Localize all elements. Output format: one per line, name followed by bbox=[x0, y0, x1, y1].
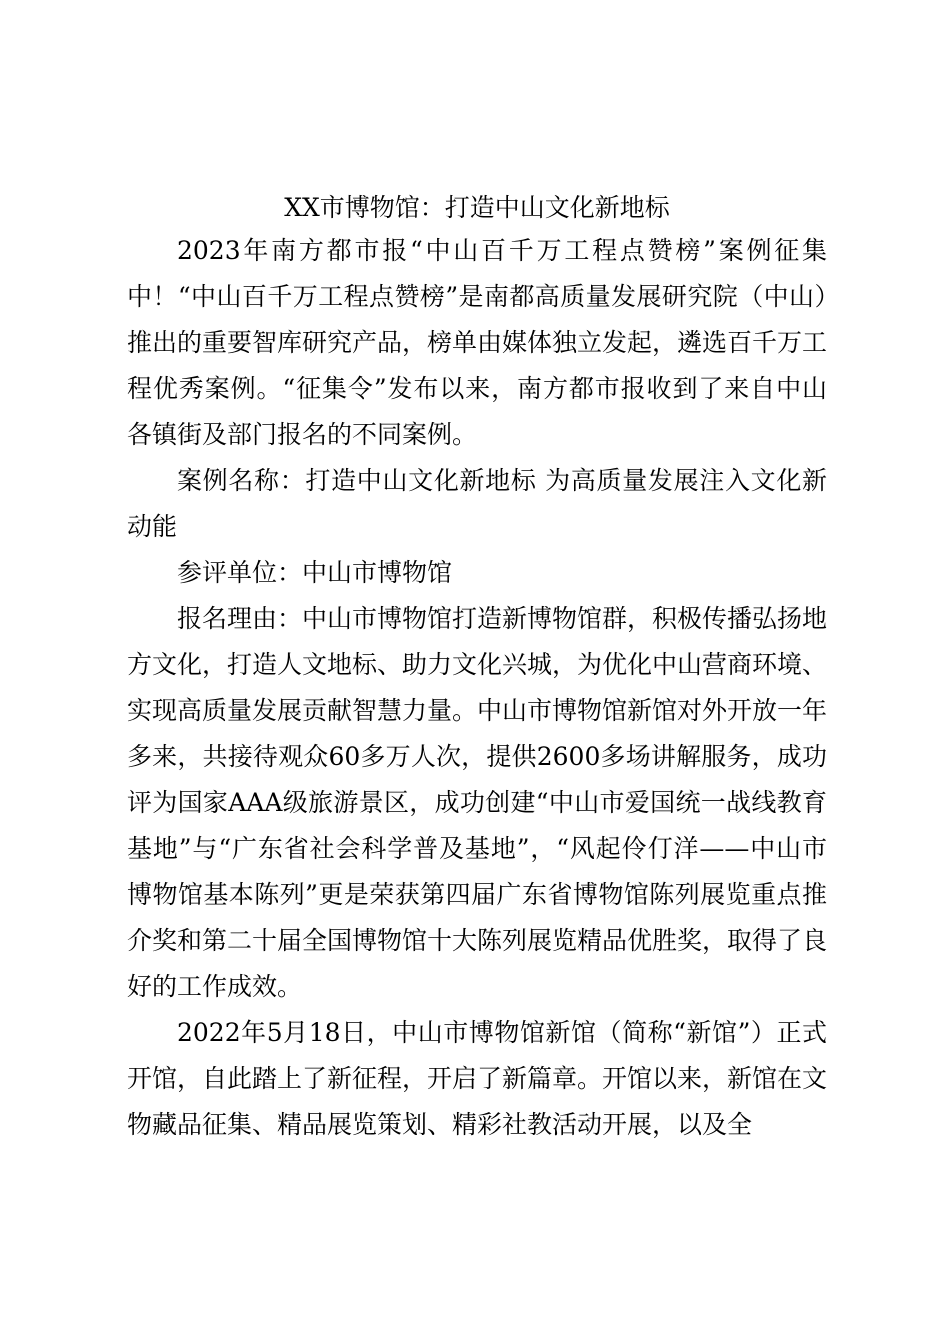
paragraph-participating-unit: 参评单位：中山市博物馆 bbox=[177, 558, 453, 587]
document-page bbox=[127, 188, 827, 1148]
paragraph-opening: 2022年5月18日，中山市博物馆新馆（简称“新馆”）正式开馆，自此踏上了新征程，开启了新篇章。开馆以来，新馆在文物藏品征集、精品展览策划、精彩社教活动开展，以及全 bbox=[127, 1018, 828, 1139]
paragraph-intro: 2023年南方都市报“中山百千万工程点赞榜”案例征集中！“中山百千万工程点赞榜”是南都高质量发展研究院（中山）推出的重要智库研究产品，榜单由媒体独立发起，遴选百千万工程优秀案例。“征集令”发布以来，南方都市报收到了来自中山各镇街及部门报名的不同案例。 bbox=[127, 236, 828, 449]
paragraph-case-name: 案例名称：打造中山文化新地标 为高质量发展注入文化新动能 bbox=[127, 466, 827, 541]
paragraph-application-reason: 报名理由：中山市博物馆打造新博物馆群，积极传播弘扬地方文化，打造人文地标、助力文化兴城，为优化中山营商环境、实现高质量发展贡献智慧力量。中山市博物馆新馆对外开放一年多来，共接待观众60多万人次，提供2600多场讲解服务，成功评为国家AAA级旅游景区，成功创建“中山市爱国统一战线教育基地”与“广东省社会科学普及基地”，“风起伶仃洋——中山市博物馆基本陈列”更是荣获第四届广东省博物馆陈列展览重点推介奖和第二十届全国博物馆十大陈列展览精品优胜奖，取得了良好的工作成效。 bbox=[127, 604, 828, 1001]
document-title: XX市博物馆：打造中山文化新地标 bbox=[284, 193, 670, 222]
